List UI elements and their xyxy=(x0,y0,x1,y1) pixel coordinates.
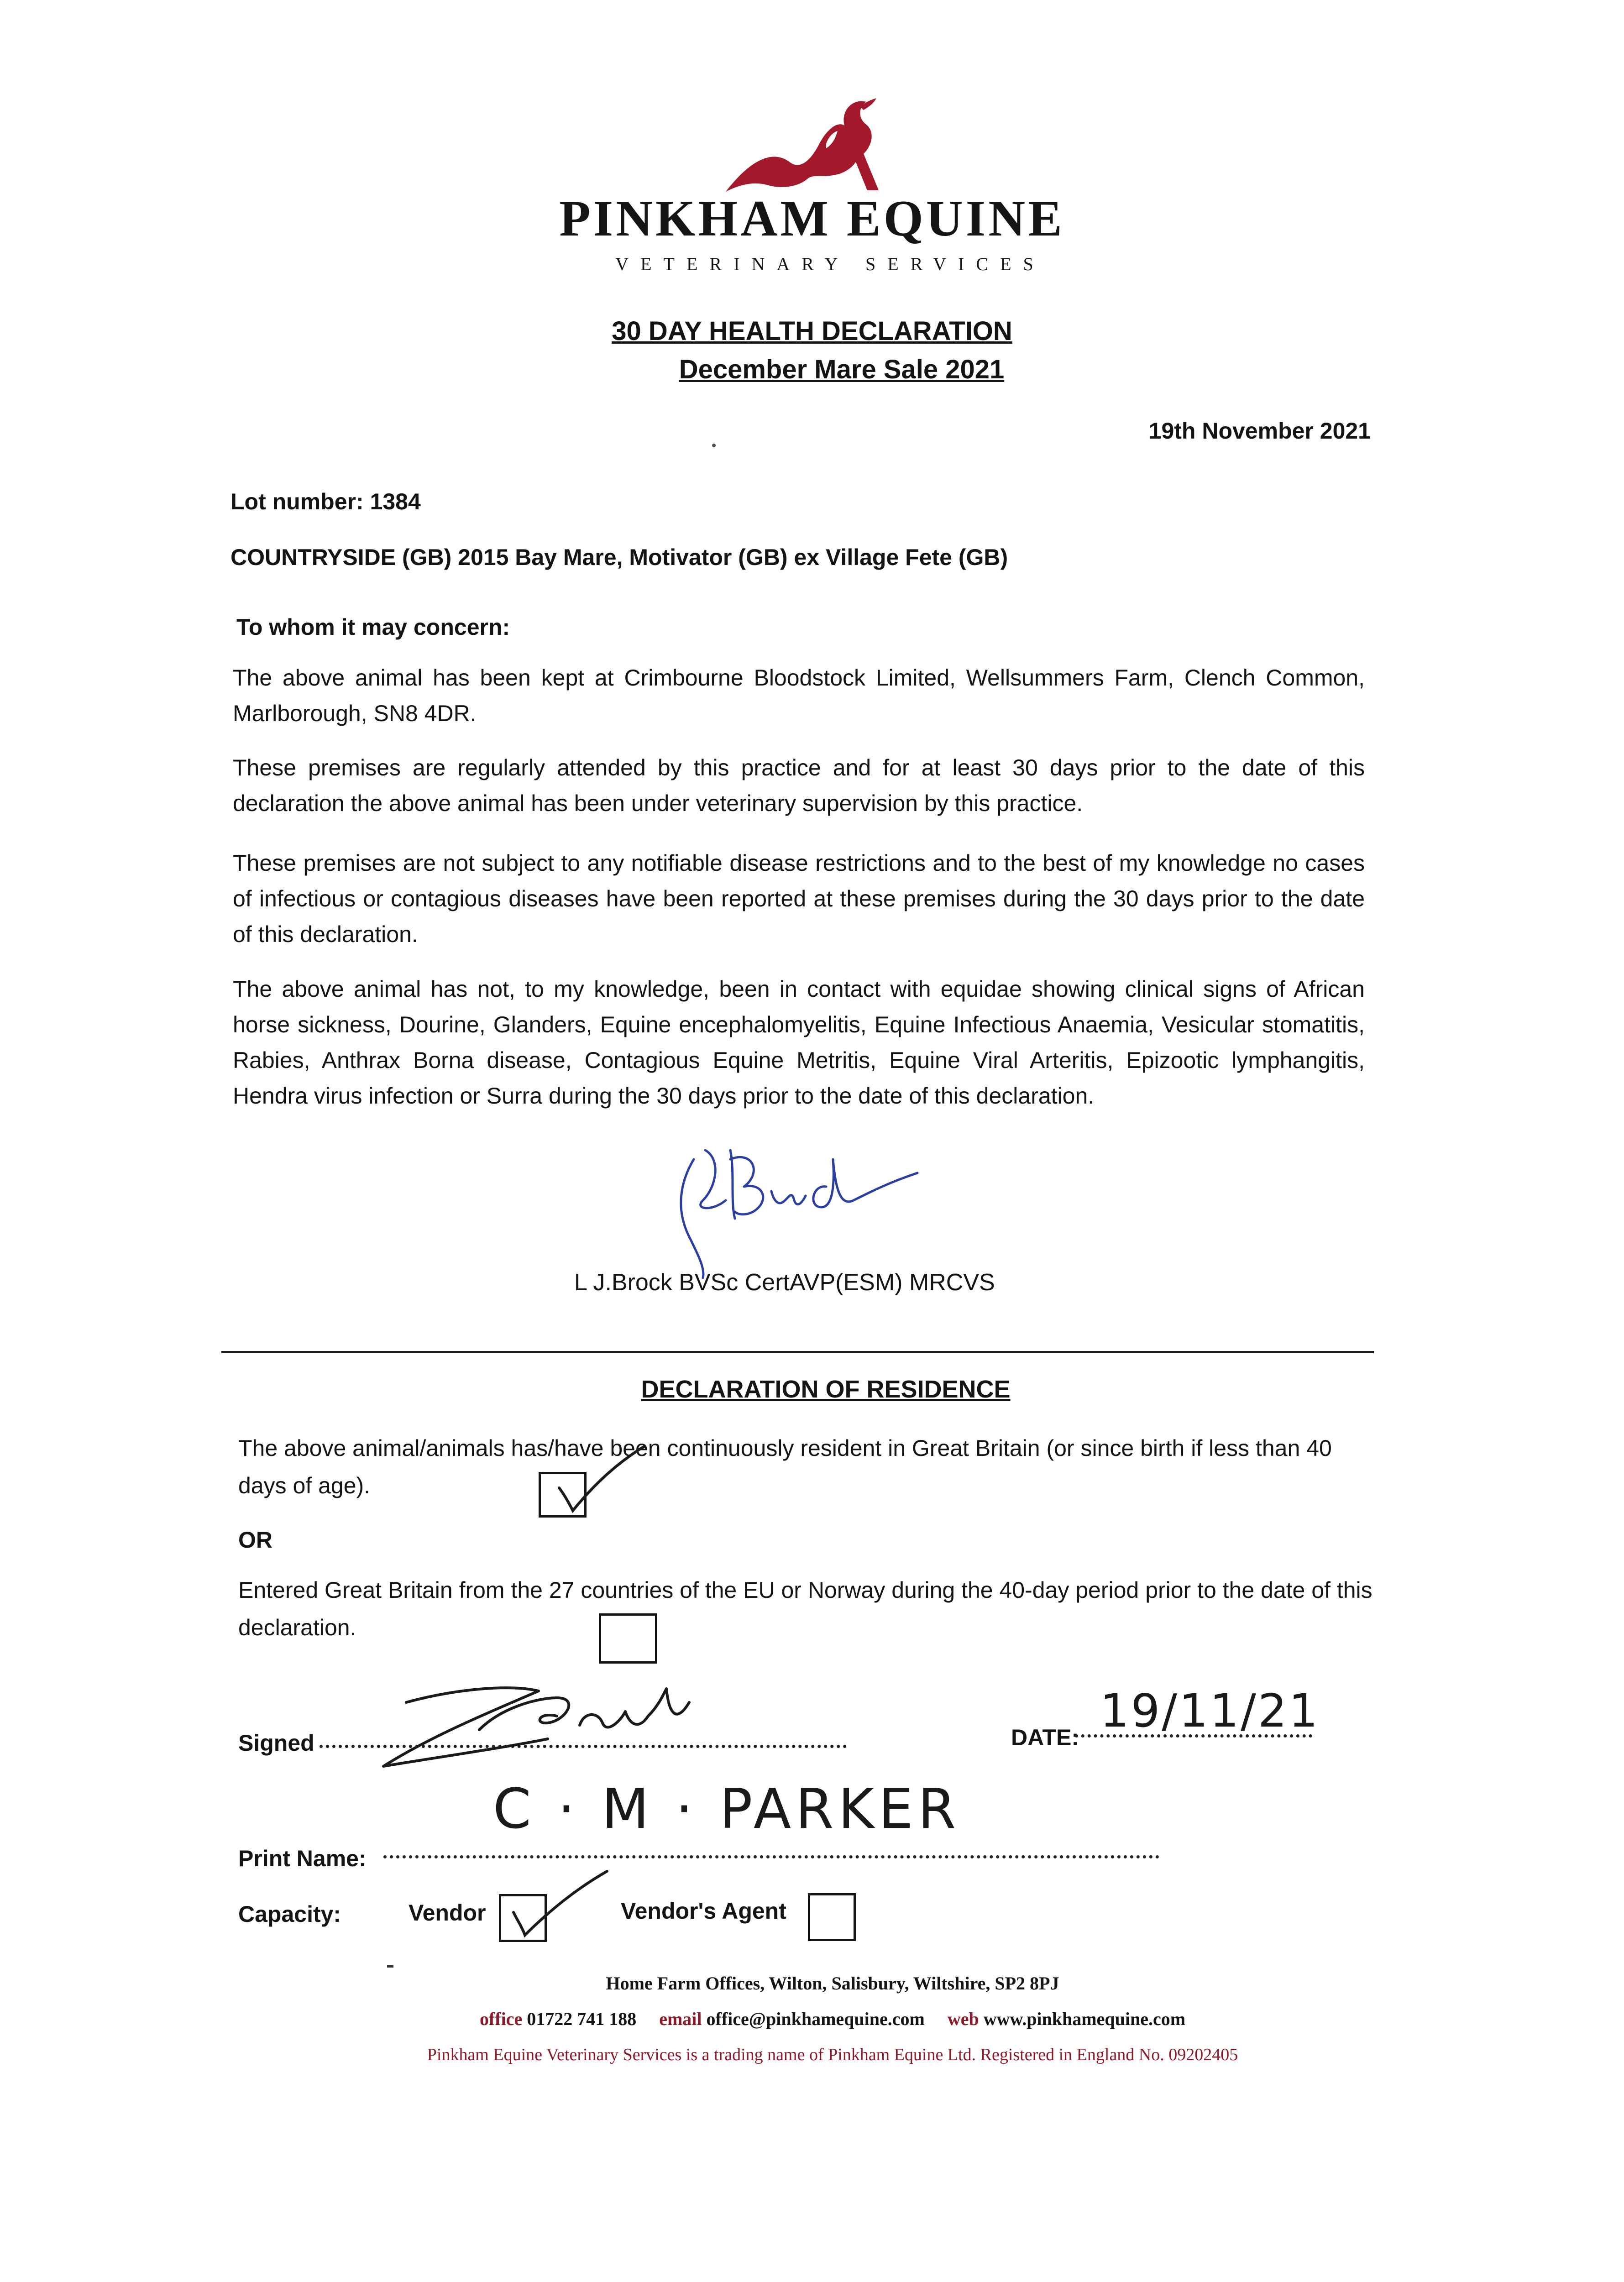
section-divider xyxy=(221,1351,1374,1353)
signed-label: Signed xyxy=(238,1730,314,1756)
office-label: office xyxy=(479,2009,523,2029)
email-label: email xyxy=(659,2009,702,2029)
pinkham-horse-logo-icon xyxy=(721,94,895,199)
scan-speck xyxy=(387,1965,393,1968)
paragraph-supervision: These premises are regularly attended by this practice and for at least 30 days prior to the date of this declaration the above animal has been under veterinary supervision by this practice. xyxy=(233,755,1365,816)
print-name-line[interactable] xyxy=(383,1855,1159,1858)
office-phone: 01722 741 188 xyxy=(527,2009,637,2029)
horse-description: COUNTRYSIDE (GB) 2015 Bay Mare, Motivator (GB) ex Village Fete (GB) xyxy=(231,544,1008,570)
brand-name: PINKHAM EQUINE xyxy=(559,190,1065,247)
vendor-agent-label: Vendor's Agent xyxy=(621,1898,786,1924)
residence-title: DECLARATION OF RESIDENCE xyxy=(641,1376,1011,1403)
tick-mark-icon xyxy=(493,1862,612,1944)
scan-speck xyxy=(712,444,716,447)
handwritten-date: 19/11/21 xyxy=(1100,1684,1320,1738)
paragraph-restrictions: These premises are not subject to any notifiable disease restrictions and to the best of my knowledge no cases of infectious or contagious diseases have been reported at these premises during the 30 days prior to the date of this declaration. xyxy=(233,850,1365,947)
or-label: OR xyxy=(238,1527,272,1553)
declaration-date: 19th November 2021 xyxy=(1148,418,1371,444)
residence-option-continuous: The above animal/animals has/have been continuously resident in Great Britain (or since birth if less than 40 days of age). xyxy=(238,1435,1332,1498)
sale-title: December Mare Sale 2021 xyxy=(679,355,1005,384)
web-address[interactable]: www.pinkhamequine.com xyxy=(983,2009,1186,2029)
date-label: DATE: xyxy=(1011,1725,1079,1750)
vendor-label: Vendor xyxy=(409,1900,486,1926)
paragraph-diseases: The above animal has not, to my knowledge, been in contact with equidae showing clinical signs of African horse sickness, Dourine, Glanders, Equine encephalomyelitis, Equine Infectious Anaemia, Vesicular stomatitis, Rabies, Anthrax Borna disease, Contagious Equine Metritis, Equine Viral Arteritis, Epizootic lymphangitis, Hendra virus infection or Surra during the 30 days prior to the date of this declaration. xyxy=(233,976,1365,1109)
web-label: web xyxy=(947,2009,979,2029)
residence-option-entered: Entered Great Britain from the 27 countries of the EU or Norway during the 40-day period prior to the date of this declaration. xyxy=(238,1577,1373,1640)
footer-registration: Pinkham Equine Veterinary Services is a trading name of Pinkham Equine Ltd. Registered in England No. 09202405 xyxy=(427,2045,1238,2064)
checkbox-entered-gb[interactable] xyxy=(599,1613,657,1664)
vet-signature-icon xyxy=(662,1132,927,1282)
lot-number: Lot number: 1384 xyxy=(231,489,421,514)
vet-signatory-name: L J.Brock BVSc CertAVP(ESM) MRCVS xyxy=(574,1269,995,1296)
print-name-label: Print Name: xyxy=(238,1846,367,1871)
brand-subtitle: VETERINARY SERVICES xyxy=(615,254,1045,274)
paragraph-premises: The above animal has been kept at Crimbourne Bloodstock Limited, Wellsummers Farm, Clench Common, Marlborough, SN8 4DR. xyxy=(233,665,1365,726)
checkbox-vendor-agent[interactable] xyxy=(808,1893,856,1941)
tick-mark-icon xyxy=(541,1438,650,1520)
document-title: 30 DAY HEALTH DECLARATION xyxy=(612,316,1012,346)
email-address[interactable]: office@pinkhamequine.com xyxy=(706,2009,925,2029)
footer-address: Home Farm Offices, Wilton, Salisbury, Wiltshire, SP2 8PJ xyxy=(606,1973,1059,1994)
handwritten-print-name: C · M · PARKER xyxy=(493,1778,961,1841)
salutation: To whom it may concern: xyxy=(236,614,510,640)
seller-signature-icon xyxy=(365,1670,776,1780)
footer-contact xyxy=(0,2008,1624,2030)
capacity-label: Capacity: xyxy=(238,1901,341,1927)
